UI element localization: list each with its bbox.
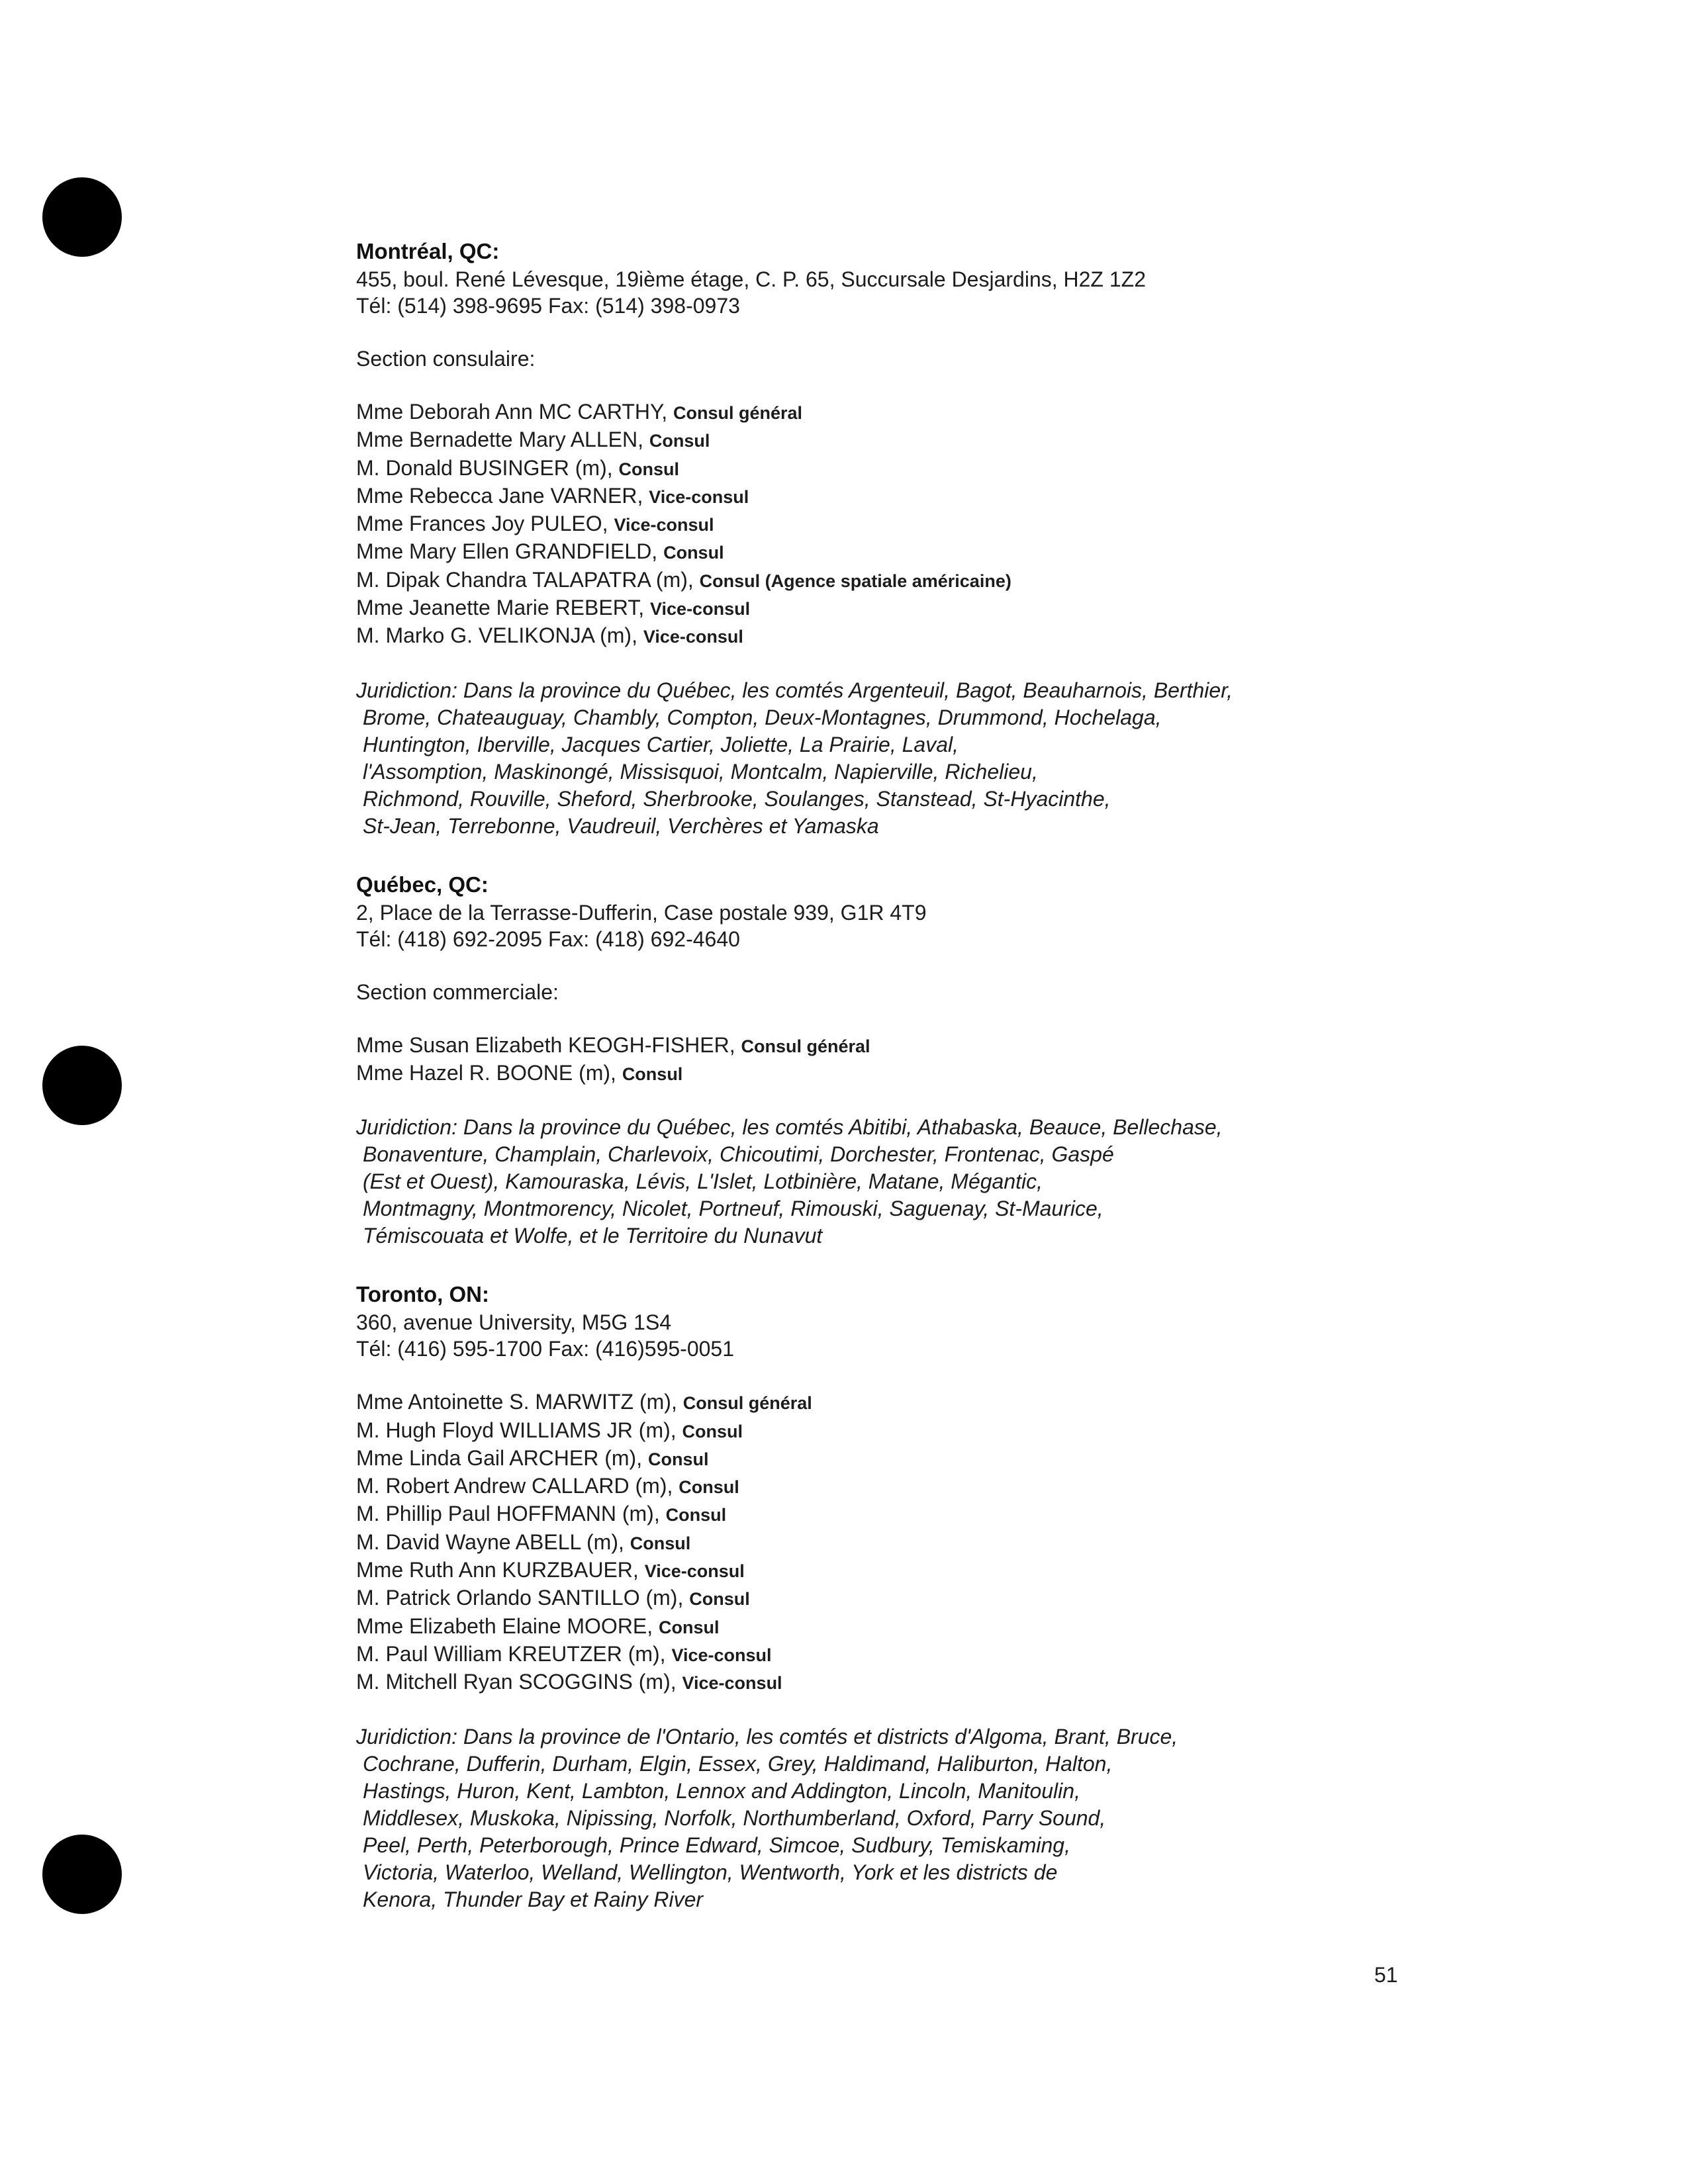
staff-entry (356, 1032, 1415, 1060)
staff-title: Consul (649, 431, 710, 451)
jurisdiction-line: Hastings, Huron, Kent, Lambton, Lennox and Addington, Lincoln, Manitoulin, (363, 1778, 1080, 1803)
staff-name: Mme Bernadette Mary ALLEN, (356, 428, 643, 452)
consulate-section-montreal (356, 237, 1415, 840)
jurisdiction-line: Cochrane, Dufferin, Durham, Elgin, Essex, Grey, Haldimand, Haliburton, Halton, (363, 1751, 1113, 1776)
staff-entry (356, 594, 1415, 622)
staff-title: Consul (679, 1477, 739, 1498)
page-number: 51 (1374, 1963, 1398, 1987)
jurisdiction (356, 1723, 1415, 1913)
section-label: Section consulaire: (356, 347, 536, 371)
staff-entry (356, 398, 1415, 426)
jurisdiction-line: Kenora, Thunder Bay et Rainy River (363, 1887, 704, 1911)
staff-name: Mme Susan Elizabeth KEOGH-FISHER, (356, 1032, 735, 1057)
staff-entry (356, 1417, 1415, 1445)
jurisdiction-line: Middlesex, Muskoka, Nipissing, Norfolk, Northumberland, Oxford, Parry Sound, (363, 1805, 1106, 1830)
punch-hole-bottom (42, 1835, 122, 1914)
staff-name: Mme Antoinette S. MARWITZ (m), (356, 1390, 677, 1414)
staff-name: Mme Deborah Ann MC CARTHY, (356, 400, 668, 424)
staff-title: Vice-consul (671, 1645, 772, 1665)
jurisdiction-line: Montmagny, Montmorency, Nicolet, Portneuf, Rimouski, Saguenay, St-Maurice, (363, 1197, 1103, 1221)
staff-entry (356, 1060, 1415, 1087)
staff-entry (356, 1473, 1415, 1500)
staff-title: Consul (618, 459, 680, 479)
staff-name: M. David Wayne ABELL (m), (356, 1529, 624, 1554)
staff-title: Consul (689, 1589, 750, 1610)
staff-title: Consul (665, 1505, 727, 1525)
staff-name: M. Paul William KREUTZER (m), (356, 1641, 666, 1666)
staff-entry (356, 510, 1415, 538)
address: 2, Place de la Terrasse-Dufferin, Case postale 939, G1R 4T9 (356, 900, 927, 925)
address: 455, boul. René Lévesque, 19ième étage, C. P. 65, Succursale Desjardins, H2Z 1Z2 (356, 267, 1146, 291)
jurisdiction-line: Huntington, Iberville, Jacques Cartier, Joliette, La Prairie, Laval, (363, 732, 959, 756)
staff-entry (356, 1445, 1415, 1473)
staff-name: M. Patrick Orlando SANTILLO (m), (356, 1586, 684, 1610)
staff-title: Vice-consul (682, 1673, 782, 1694)
staff-entry (356, 538, 1415, 566)
jurisdiction-line: l'Assomption, Maskinongé, Missisquoi, Montcalm, Napierville, Richelieu, (363, 759, 1038, 784)
staff-entry (356, 1500, 1415, 1528)
staff-name: M. Dipak Chandra TALAPATRA (m), (356, 567, 694, 592)
jurisdiction-line: (Est et Ouest), Kamouraska, Lévis, L'Islet, Lotbinière, Matane, Mégantic, (363, 1169, 1043, 1194)
staff-title: Consul (682, 1421, 743, 1441)
jurisdiction-line: St-Jean, Terrebonne, Vaudreuil, Verchères et Yamaska (363, 813, 879, 838)
staff-title: Consul général (741, 1036, 870, 1056)
staff-name: Mme Elizabeth Elaine MOORE, (356, 1614, 653, 1638)
staff-name: M. Phillip Paul HOFFMANN (m), (356, 1502, 660, 1526)
address: 360, avenue University, M5G 1S4 (356, 1310, 672, 1335)
staff-name: M. Donald BUSINGER (m), (356, 455, 613, 480)
staff-entry (356, 567, 1415, 594)
staff-entry (356, 1388, 1415, 1416)
staff-entry (356, 482, 1415, 510)
staff-entry (356, 1668, 1415, 1696)
jurisdiction (356, 677, 1415, 840)
staff-list (356, 1032, 1415, 1088)
city-heading: Montréal, QC: (356, 239, 500, 263)
staff-name: Mme Hazel R. BOONE (m), (356, 1060, 616, 1085)
jurisdiction-line: Richmond, Rouville, Sheford, Sherbrooke, Soulanges, Stanstead, St-Hyacinthe, (363, 786, 1111, 811)
phone-fax: Tél: (514) 398-9695 Fax: (514) 398-0973 (356, 294, 740, 318)
staff-entry (356, 622, 1415, 650)
jurisdiction-line: Victoria, Waterloo, Welland, Wellington, Wentworth, York et les districts de (363, 1860, 1058, 1884)
staff-title: Vice-consul (649, 486, 749, 507)
consulate-section-toronto (356, 1280, 1415, 1913)
staff-title: Consul (663, 543, 724, 563)
staff-title: Consul (647, 1449, 709, 1469)
punch-hole-middle (42, 1046, 122, 1125)
staff-entry (356, 1641, 1415, 1668)
staff-title: Vice-consul (614, 515, 714, 535)
city-heading: Toronto, ON: (356, 1282, 489, 1307)
staff-name: Mme Rebecca Jane VARNER, (356, 483, 643, 508)
staff-entry (356, 426, 1415, 454)
staff-name: Mme Mary Ellen GRANDFIELD, (356, 539, 658, 564)
staff-list (356, 1388, 1415, 1696)
staff-entry (356, 1529, 1415, 1557)
staff-name: M. Robert Andrew CALLARD (m), (356, 1474, 673, 1498)
staff-name: M. Hugh Floyd WILLIAMS JR (m), (356, 1418, 677, 1442)
staff-title: Vice-consul (643, 627, 743, 647)
jurisdiction (356, 1114, 1415, 1250)
jurisdiction-line: Témiscouata et Wolfe, et le Territoire du Nunavut (363, 1224, 823, 1248)
staff-name: M. Marko G. VELIKONJA (m), (356, 623, 637, 648)
staff-title: Consul général (673, 403, 803, 423)
consulate-section-quebec (356, 870, 1415, 1250)
section-label: Section commerciale: (356, 979, 559, 1004)
jurisdiction-line: Juridiction: Dans la province du Québec, les comtés Abitibi, Athabaska, Beauce, Bellechase, (356, 1115, 1223, 1140)
staff-entry (356, 455, 1415, 482)
staff-name: Mme Ruth Ann KURZBAUER, (356, 1558, 639, 1582)
staff-entry (356, 1557, 1415, 1584)
city-heading: Québec, QC: (356, 872, 489, 897)
jurisdiction-line: Juridiction: Dans la province de l'Ontario, les comtés et districts d'Algoma, Brant, Bruce, (356, 1724, 1178, 1749)
staff-name: Mme Jeanette Marie REBERT, (356, 596, 645, 620)
jurisdiction-line: Peel, Perth, Peterborough, Prince Edward, Simcoe, Sudbury, Temiskaming, (363, 1833, 1070, 1857)
staff-name: Mme Frances Joy PULEO, (356, 512, 608, 536)
staff-entry (356, 1584, 1415, 1612)
staff-title: Vice-consul (650, 599, 751, 619)
jurisdiction-line: Juridiction: Dans la province du Québec, les comtés Argenteuil, Bagot, Beauharnois, Berthier, (356, 678, 1233, 702)
jurisdiction-line: Bonaventure, Champlain, Charlevoix, Chicoutimi, Dorchester, Frontenac, Gaspé (363, 1142, 1114, 1167)
staff-title: Consul (659, 1617, 720, 1637)
staff-name: M. Mitchell Ryan SCOGGINS (m), (356, 1670, 677, 1694)
page-content (356, 237, 1415, 1944)
staff-title: Consul (622, 1064, 683, 1084)
jurisdiction-line: Brome, Chateauguay, Chambly, Compton, Deux-Montagnes, Drummond, Hochelaga, (363, 705, 1162, 729)
staff-name: Mme Linda Gail ARCHER (m), (356, 1445, 643, 1470)
phone-fax: Tél: (416) 595-1700 Fax: (416)595-0051 (356, 1337, 735, 1361)
staff-title: Consul (630, 1533, 691, 1553)
phone-fax: Tél: (418) 692-2095 Fax: (418) 692-4640 (356, 927, 740, 951)
punch-hole-top (42, 177, 122, 257)
staff-title: Consul (Agence spatiale américaine) (699, 570, 1011, 591)
staff-entry (356, 1613, 1415, 1641)
staff-title: Consul général (682, 1393, 812, 1414)
staff-list (356, 398, 1415, 651)
staff-title: Vice-consul (644, 1561, 745, 1582)
